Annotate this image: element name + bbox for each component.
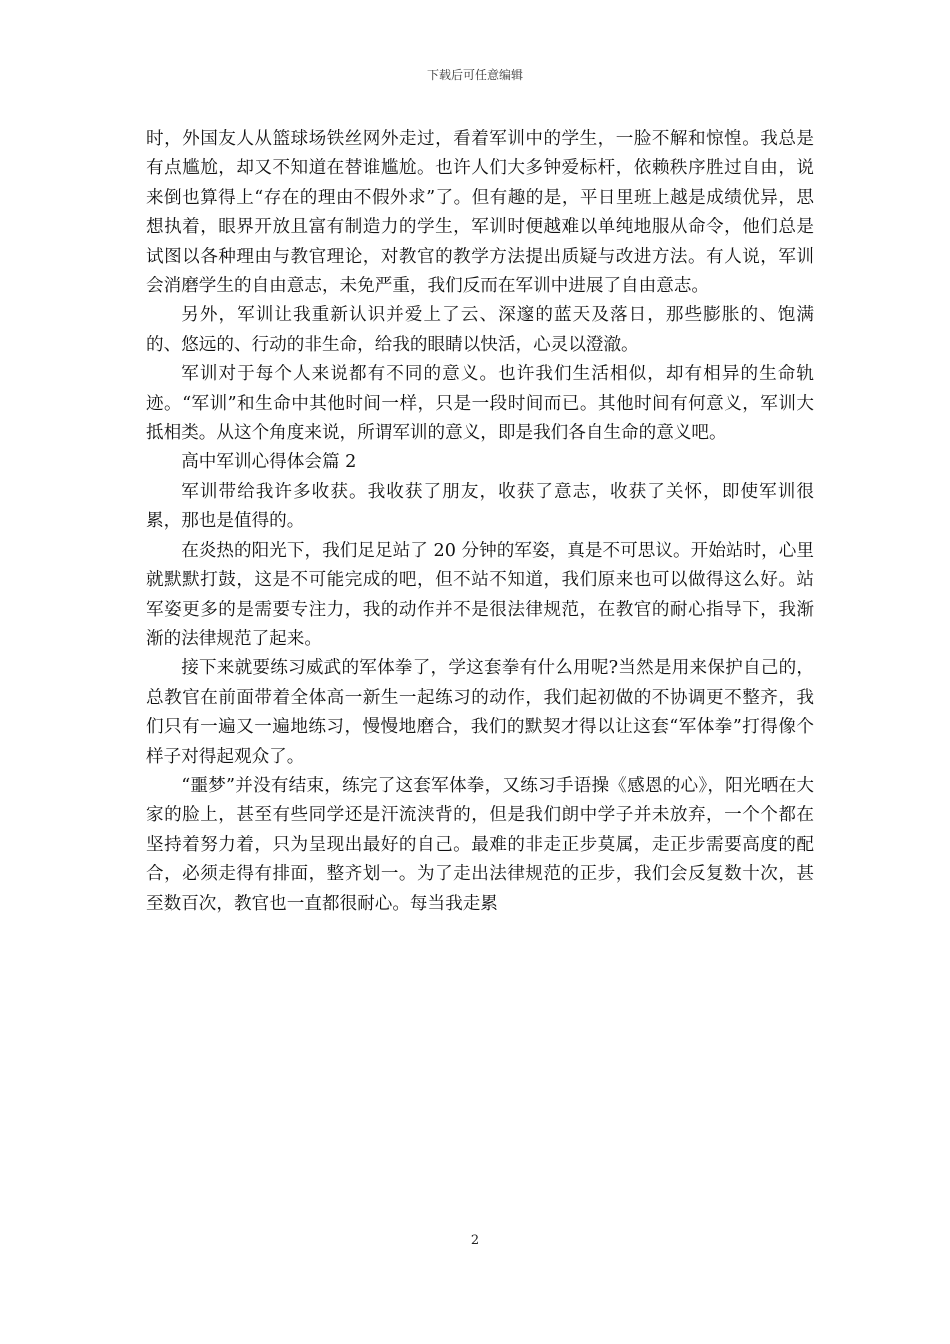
paragraph-continuation: 时，外国友人从篮球场铁丝网外走过，看着军训中的学生，一脸不解和惊惶。我总是有点尴尬，却又不知道在替谁尴尬。也许人们大多钟爱标杆，依赖秩序胜过自由，说来倒也算得上“存在的理由不假外求”了。但有趣的是，平日里班上越是成绩优异，思想执着，眼界开放且富有制造力的学生，军训时便越难以单纯地服从命令，他们总是试图以各种理由与教官理论，对教官的教学方法提出质疑与改进方法。有人说，军训会消磨学生的自由意志，未免严重，我们反而在军训中进展了自由意志。 <box>146 129 814 297</box>
page-number: 2 <box>470 1233 480 1248</box>
paragraph-standing: 在炎热的阳光下，我们足足站了 20 分钟的军姿，真是不可思议。开始站时，心里就默默打鼓，这是不可能完成的吧，但不站不知道，我们原来也可以做得这么好。站军姿更多的是需要专注力，我的动作并不是很法律规范，在教官的耐心指导下，我渐渐的法律规范了起来。 <box>146 540 814 649</box>
document-body <box>146 125 814 919</box>
page-header: 下载后可任意编辑 <box>426 68 523 82</box>
paragraph-clouds: 另外，军训让我重新认识并爱上了云、深邃的蓝天及落日，那些膨胀的、饱满的、悠远的、行动的非生命，给我的眼睛以快活，心灵以澄澈。 <box>146 305 814 355</box>
paragraph-harvest: 军训带给我许多收获。我收获了朋友，收获了意志，收获了关怀，即使军训很累，那也是值得的。 <box>146 481 814 532</box>
paragraph-boxing: 接下来就要练习威武的军体拳了，学这套拳有什么用呢?当然是用来保护自己的，总教官在前面带着全体高一新生一起练习的动作，我们起初做的不协调更不整齐，我们只有一遍又一遍地练习，慢慢地磨合，我们的默契才得以让这套“军体拳”打得像个样子对得起观众了。 <box>146 658 814 767</box>
paragraph-nightmare: “噩梦”并没有结束，练完了这套军体拳，又练习手语操《感恩的心》，阳光晒在大家的脸上，甚至有些同学还是汗流浃背的，但是我们朗中学子并未放弃，一个个都在坚持着努力着，只为呈现出最好的自己。最难的非走正步莫属，走正步需要高度的配合，必须走得有排面，整齐划一。为了走出法律规范的正步，我们会反复数十次，甚至数百次，教官也一直都很耐心。每当我走累 <box>146 775 814 914</box>
section-heading: 高中军训心得体会篇 2 <box>181 452 357 473</box>
paragraph-meaning: 军训对于每个人来说都有不同的意义。也许我们生活相似，却有相异的生命轨迹。“军训”和生命中其他时间一样，只是一段时间而已。其他时间有何意义，军训大抵相类。从这个角度来说，所谓军训的意义，即是我们各自生命的意义吧。 <box>146 364 814 444</box>
